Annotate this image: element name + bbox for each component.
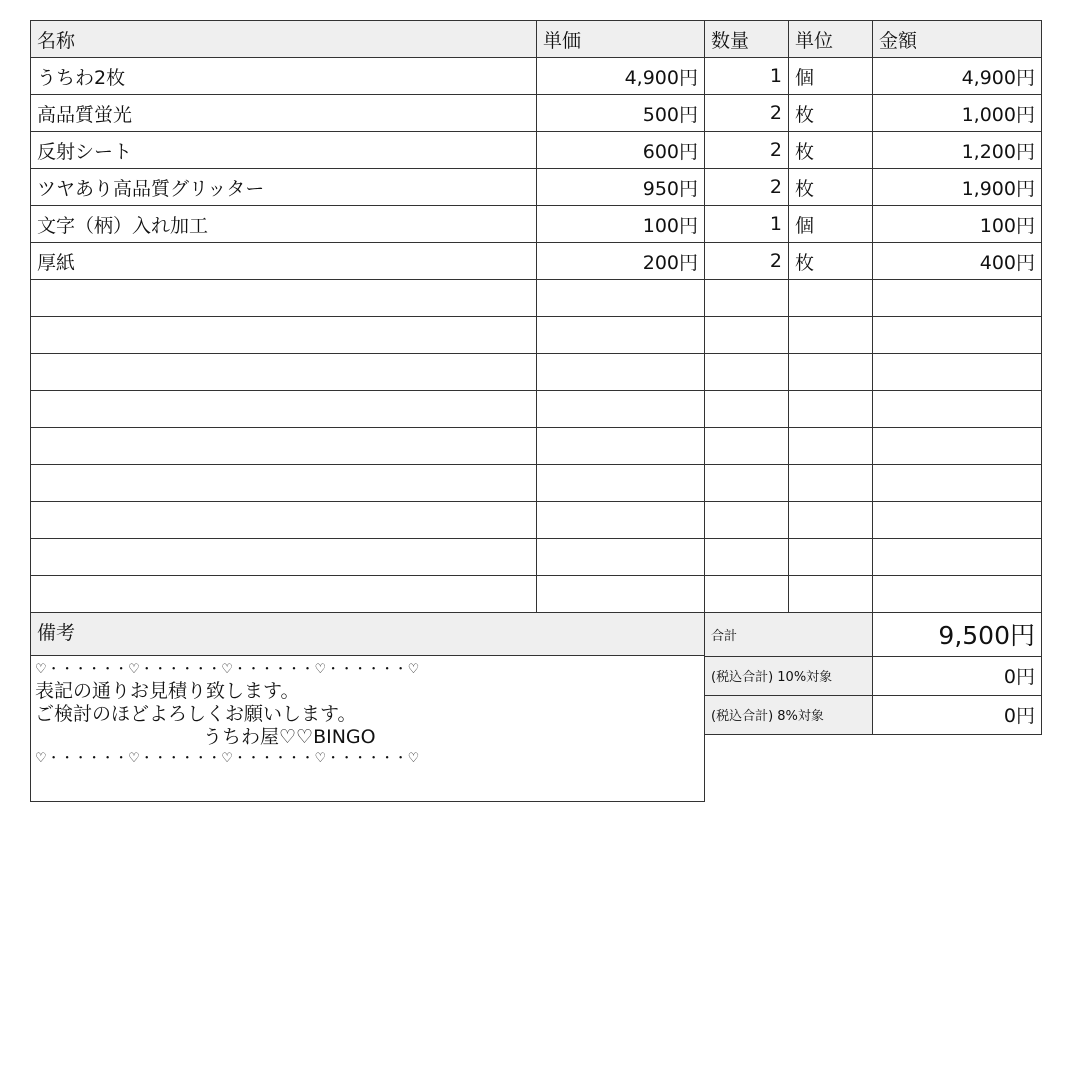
cell-quantity bbox=[705, 576, 789, 613]
header-unit: 単位 bbox=[789, 21, 873, 58]
cell-name bbox=[31, 576, 537, 613]
table-row bbox=[31, 280, 1042, 317]
cell-unit: 枚 bbox=[789, 243, 873, 280]
cell-unit bbox=[789, 280, 873, 317]
cell-name bbox=[31, 465, 537, 502]
table-row bbox=[31, 354, 1042, 391]
cell-quantity: 2 bbox=[705, 243, 789, 280]
tax10-value: 0円 bbox=[873, 656, 1042, 695]
summary-area bbox=[30, 613, 1041, 813]
cell-amount bbox=[873, 280, 1042, 317]
cell-unit bbox=[789, 428, 873, 465]
tax8-row bbox=[705, 695, 1042, 734]
notes-line-2: ご検討のほどよろしくお願いします。 bbox=[35, 703, 357, 725]
cell-name: 反射シート bbox=[31, 132, 537, 169]
table-row bbox=[31, 58, 1042, 95]
cell-unit-price bbox=[537, 428, 705, 465]
estimate-sheet bbox=[30, 20, 1041, 813]
tax8-label: (税込合計) 8%対象 bbox=[705, 695, 873, 734]
cell-amount: 100円 bbox=[873, 206, 1042, 243]
notes-signature: うちわ屋♡♡BINGO bbox=[203, 726, 376, 748]
cell-unit-price: 950円 bbox=[537, 169, 705, 206]
cell-unit-price bbox=[537, 539, 705, 576]
cell-amount bbox=[873, 317, 1042, 354]
cell-name bbox=[31, 428, 537, 465]
cell-unit: 枚 bbox=[789, 132, 873, 169]
notes-box bbox=[30, 613, 705, 802]
cell-name bbox=[31, 502, 537, 539]
cell-unit-price bbox=[537, 391, 705, 428]
header-amount: 金額 bbox=[873, 21, 1042, 58]
cell-name: 文字（柄）入れ加工 bbox=[31, 206, 537, 243]
cell-unit: 枚 bbox=[789, 169, 873, 206]
table-row bbox=[31, 95, 1042, 132]
cell-name: うちわ2枚 bbox=[31, 58, 537, 95]
cell-unit-price bbox=[537, 502, 705, 539]
cell-amount: 4,900円 bbox=[873, 58, 1042, 95]
tax8-value: 0円 bbox=[873, 695, 1042, 734]
cell-name: 高品質蛍光 bbox=[31, 95, 537, 132]
cell-quantity bbox=[705, 354, 789, 391]
cell-unit-price bbox=[537, 576, 705, 613]
notes-body bbox=[31, 656, 704, 769]
table-row bbox=[31, 428, 1042, 465]
cell-amount: 400円 bbox=[873, 243, 1042, 280]
cell-name: ツヤあり高品質グリッター bbox=[31, 169, 537, 206]
cell-name bbox=[31, 391, 537, 428]
notes-title: 備考 bbox=[31, 613, 704, 656]
cell-quantity: 2 bbox=[705, 132, 789, 169]
cell-quantity bbox=[705, 465, 789, 502]
tax10-label: (税込合計) 10%対象 bbox=[705, 656, 873, 695]
cell-name bbox=[31, 354, 537, 391]
cell-unit bbox=[789, 502, 873, 539]
cell-unit: 枚 bbox=[789, 95, 873, 132]
table-row bbox=[31, 169, 1042, 206]
cell-name: 厚紙 bbox=[31, 243, 537, 280]
cell-amount bbox=[873, 428, 1042, 465]
cell-unit bbox=[789, 391, 873, 428]
cell-name bbox=[31, 539, 537, 576]
cell-unit-price bbox=[537, 354, 705, 391]
cell-unit bbox=[789, 576, 873, 613]
cell-amount: 1,900円 bbox=[873, 169, 1042, 206]
table-row bbox=[31, 206, 1042, 243]
table-row bbox=[31, 243, 1042, 280]
cell-unit-price: 200円 bbox=[537, 243, 705, 280]
cell-unit bbox=[789, 317, 873, 354]
cell-amount bbox=[873, 502, 1042, 539]
cell-amount: 1,200円 bbox=[873, 132, 1042, 169]
cell-amount: 1,000円 bbox=[873, 95, 1042, 132]
table-row bbox=[31, 576, 1042, 613]
cell-unit: 個 bbox=[789, 206, 873, 243]
cell-quantity: 2 bbox=[705, 169, 789, 206]
cell-unit-price: 4,900円 bbox=[537, 58, 705, 95]
cell-quantity bbox=[705, 317, 789, 354]
table-row bbox=[31, 502, 1042, 539]
tax10-row bbox=[705, 656, 1042, 695]
cell-name bbox=[31, 317, 537, 354]
cell-unit: 個 bbox=[789, 58, 873, 95]
cell-quantity bbox=[705, 391, 789, 428]
total-value: 9,500円 bbox=[873, 613, 1042, 656]
cell-quantity: 1 bbox=[705, 58, 789, 95]
cell-unit-price bbox=[537, 280, 705, 317]
cell-quantity bbox=[705, 280, 789, 317]
cell-quantity bbox=[705, 502, 789, 539]
cell-amount bbox=[873, 391, 1042, 428]
cell-unit-price: 600円 bbox=[537, 132, 705, 169]
cell-quantity: 2 bbox=[705, 95, 789, 132]
cell-quantity bbox=[705, 428, 789, 465]
table-header-row bbox=[31, 21, 1042, 58]
total-row bbox=[705, 613, 1042, 656]
cell-amount bbox=[873, 465, 1042, 502]
cell-unit-price bbox=[537, 317, 705, 354]
cell-unit bbox=[789, 465, 873, 502]
notes-line-1: 表記の通りお見積り致します。 bbox=[35, 680, 300, 702]
header-quantity: 数量 bbox=[705, 21, 789, 58]
cell-quantity: 1 bbox=[705, 206, 789, 243]
totals-table bbox=[704, 613, 1042, 735]
cell-amount bbox=[873, 539, 1042, 576]
header-name: 名称 bbox=[31, 21, 537, 58]
cell-amount bbox=[873, 576, 1042, 613]
cell-unit-price: 100円 bbox=[537, 206, 705, 243]
table-row bbox=[31, 317, 1042, 354]
header-unit-price: 単価 bbox=[537, 21, 705, 58]
cell-unit-price: 500円 bbox=[537, 95, 705, 132]
cell-unit-price bbox=[537, 465, 705, 502]
table-row bbox=[31, 465, 1042, 502]
cell-quantity bbox=[705, 539, 789, 576]
items-table bbox=[30, 20, 1042, 613]
cell-unit bbox=[789, 354, 873, 391]
total-label: 合計 bbox=[705, 613, 873, 656]
table-row bbox=[31, 391, 1042, 428]
cell-amount bbox=[873, 354, 1042, 391]
table-row bbox=[31, 132, 1042, 169]
cell-unit bbox=[789, 539, 873, 576]
table-row bbox=[31, 539, 1042, 576]
notes-deco-bottom: ♡・・・・・・♡・・・・・・♡・・・・・・♡・・・・・・♡ bbox=[35, 751, 420, 766]
cell-name bbox=[31, 280, 537, 317]
notes-deco-top: ♡・・・・・・♡・・・・・・♡・・・・・・♡・・・・・・♡ bbox=[35, 662, 420, 677]
